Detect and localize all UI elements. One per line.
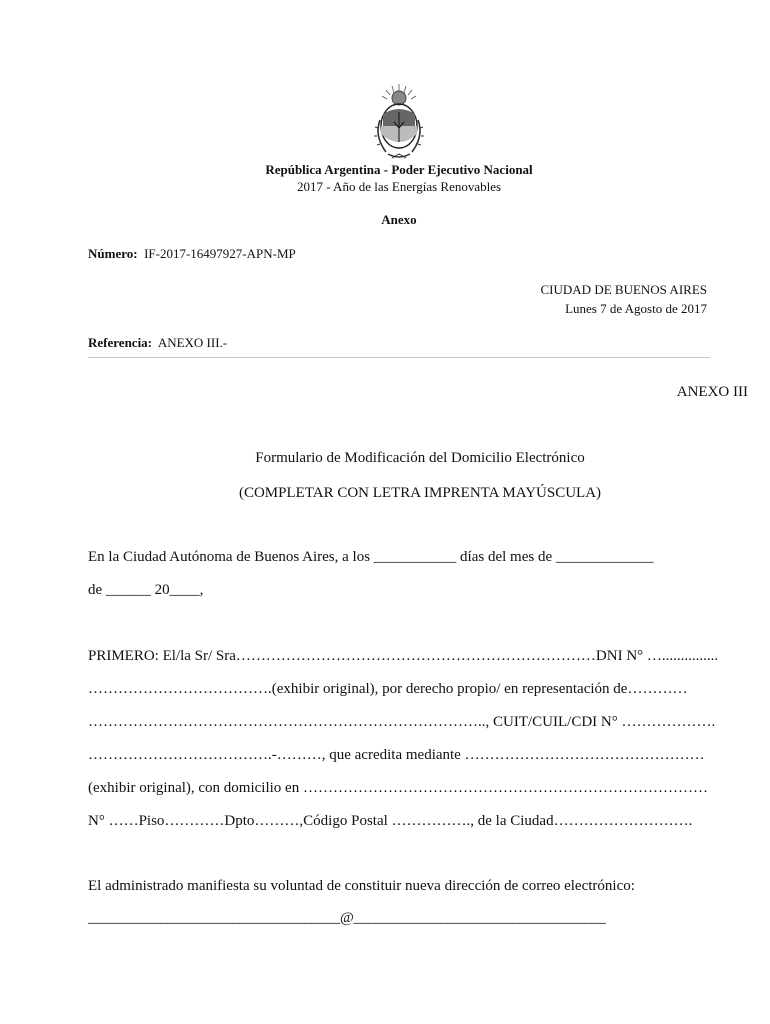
form-line-representation: ……………………………….(exhibir original), por derecho propio/ en representación de………… [88, 681, 688, 697]
email-statement: El administrado manifiesta su voluntad de constituir nueva dirección de correo electrónico: [88, 878, 635, 894]
document-number [88, 246, 296, 262]
reference [88, 335, 227, 351]
form-instruction: (COMPLETAR CON LETRA IMPRENTA MAYÚSCULA) [238, 485, 602, 501]
form-line-acredita: ……………………………….-………, que acredita mediante ………………………………………… [88, 747, 705, 763]
form-line-year: de ______ 20____, [88, 582, 204, 598]
email-field-line: ___________________________________@___________________________________ [88, 910, 606, 926]
document-number-label: Número: [88, 246, 138, 261]
form-line-place-date: En la Ciudad Autónoma de Buenos Aires, a los ___________ días del mes de _____________ [88, 549, 654, 565]
header-divider [88, 357, 710, 358]
reference-label: Referencia: [88, 335, 153, 350]
national-crest-icon [372, 82, 426, 162]
document-type: Anexo [381, 212, 417, 227]
header-subtitle: 2017 - Año de las Energías Renovables [296, 179, 502, 194]
form-line-address-details: N° ……Piso…………Dpto………,Código Postal ……………., de la Ciudad………………………. [88, 813, 693, 829]
annex-label: ANEXO III [676, 384, 748, 400]
date: Lunes 7 de Agosto de 2017 [565, 301, 707, 316]
header-title: República Argentina - Poder Ejecutivo Nacional [265, 162, 533, 177]
document-number-value: IF-2017-16497927-APN-MP [144, 246, 296, 261]
form-title: Formulario de Modificación del Domicilio Electrónico [255, 450, 585, 466]
city: CIUDAD DE BUENOS AIRES [540, 282, 707, 297]
form-line-cuit: …………………………………………………………………….., CUIT/CUIL/CDI N° ………………. [88, 714, 716, 730]
reference-value: ANEXO III.- [157, 335, 228, 350]
form-line-domicilio: (exhibir original), con domicilio en ……………………………………………………………………… [88, 780, 708, 796]
form-line-primero: PRIMERO: El/la Sr/ Sra………………………………………………………………DNI N° …............... [88, 648, 719, 664]
